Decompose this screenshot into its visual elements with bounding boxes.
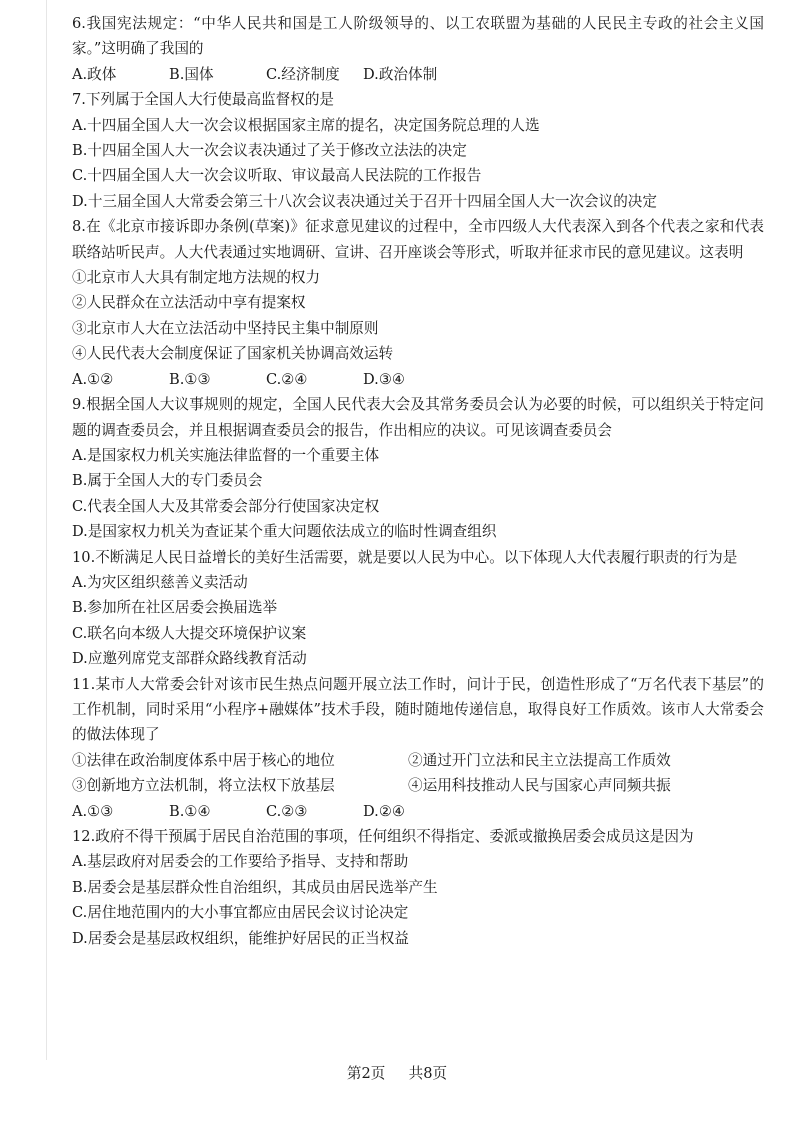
statements-row-2 bbox=[72, 773, 764, 798]
option-c: C.②③ bbox=[266, 802, 308, 820]
option-c: C.居住地范围内的大小事宜都应由居民会议讨论决定 bbox=[72, 904, 409, 922]
statement-1: ①北京市人大具有制定地方法规的权力 bbox=[72, 269, 321, 287]
option-a: A.是国家权力机关实施法律监督的一个重要主体 bbox=[72, 446, 380, 464]
statement-2: ②通过开门立法和民主立法提高工作质效 bbox=[408, 751, 671, 769]
question-stem: 9.根据全国人大议事规则的规定，全国人民代表大会及其常务委员会认为必要的时候，可以组织关于特定问题的调查委员会，并且根据调查委员会的报告，作出相应的决议。可见该调查委员会 bbox=[72, 396, 764, 439]
statement-2: ②人民群众在立法活动中享有提案权 bbox=[72, 294, 306, 312]
question-12 bbox=[72, 824, 764, 951]
statement-3: ③创新地方立法机制，将立法权下放基层 bbox=[72, 777, 335, 795]
option-a: A.为灾区组织慈善义卖活动 bbox=[72, 573, 248, 591]
options-row bbox=[72, 62, 764, 87]
statement-1: ①法律在政治制度体系中居于核心的地位 bbox=[72, 751, 335, 769]
question-stem: 11.某市人大常委会针对该市民生热点问题开展立法工作时，问计于民，创造性形成了“万名代表下基层”的工作机制，同时采用“小程序+融媒体”技术手段，随时随地传递信息，取得良好工作质效。该市人大常委会的做法体现了 bbox=[72, 675, 764, 744]
option-b: B.国体 bbox=[169, 65, 214, 83]
option-d: D.居委会是基层政权组织，能维护好居民的正当权益 bbox=[72, 929, 409, 947]
question-stem: 6.我国宪法规定：“中华人民共和国是工人阶级领导的、以工农联盟为基础的人民民主专政的社会主义国家。”这明确了我国的 bbox=[72, 15, 764, 58]
question-10 bbox=[72, 545, 764, 672]
option-d: D.③④ bbox=[363, 370, 405, 388]
option-b: B.①④ bbox=[169, 802, 211, 820]
option-d: D.②④ bbox=[363, 802, 405, 820]
option-b: B.①③ bbox=[169, 370, 211, 388]
option-b: B.十四届全国人大一次会议表决通过了关于修改立法法的决定 bbox=[72, 142, 467, 160]
option-c: C.代表全国人大及其常委会部分行使国家决定权 bbox=[72, 497, 380, 515]
exam-content bbox=[72, 11, 764, 951]
option-b: B.居委会是基层群众性自治组织，其成员由居民选举产生 bbox=[72, 878, 438, 896]
question-9 bbox=[72, 392, 764, 544]
option-a: A.基层政府对居委会的工作要给予指导、支持和帮助 bbox=[72, 853, 409, 871]
option-c: C.②④ bbox=[266, 370, 308, 388]
option-d: D.十三届全国人大常委会第三十八次会议表决通过关于召开十四届全国人大一次会议的决定 bbox=[72, 192, 657, 210]
statement-4: ④运用科技推动人民与国家心声同频共振 bbox=[408, 777, 671, 795]
option-b: B.参加所在社区居委会换届选举 bbox=[72, 599, 278, 617]
option-b: B.属于全国人大的专门委员会 bbox=[72, 472, 263, 490]
question-stem: 12.政府不得干预属于居民自治范围的事项，任何组织不得指定、委派或撤换居委会成员这是因为 bbox=[72, 828, 694, 845]
option-a: A.①③ bbox=[72, 802, 114, 820]
question-8 bbox=[72, 214, 764, 392]
option-a: A.十四届全国人大一次会议根据国家主席的提名，决定国务院总理的人选 bbox=[72, 116, 540, 134]
question-stem: 10.不断满足人民日益增长的美好生活需要，就是要以人民为中心。以下体现人大代表履行职责的行为是 bbox=[72, 548, 738, 566]
statements-row-1 bbox=[72, 748, 764, 773]
option-d: D.是国家权力机关为查证某个重大问题依法成立的临时性调查组织 bbox=[72, 523, 497, 541]
question-11 bbox=[72, 672, 764, 824]
question-7 bbox=[72, 87, 764, 214]
page-number: 第2页 bbox=[346, 1065, 386, 1082]
option-c: C.十四届全国人大一次会议听取、审议最高人民法院的工作报告 bbox=[72, 167, 482, 185]
page-footer bbox=[0, 1062, 794, 1083]
options-row bbox=[72, 799, 764, 824]
statement-3: ③北京市人大在立法活动中坚持民主集中制原则 bbox=[72, 319, 379, 337]
statement-4: ④人民代表大会制度保证了国家机关协调高效运转 bbox=[72, 345, 394, 363]
page-margin-line bbox=[46, 0, 47, 1060]
page-total: 共8页 bbox=[408, 1065, 448, 1082]
option-d: D.政治体制 bbox=[363, 65, 438, 83]
option-d: D.应邀列席党支部群众路线教育活动 bbox=[72, 650, 307, 668]
option-c: C.经济制度 bbox=[266, 65, 340, 83]
question-stem: 8.在《北京市接诉即办条例(草案)》征求意见建议的过程中，全市四级人大代表深入到各个代表之家和代表联络站听民声。人大代表通过实地调研、宣讲、召开座谈会等形式，听取并征求市民的意见建议。这表明 bbox=[72, 218, 764, 261]
option-a: A.①② bbox=[72, 370, 114, 388]
question-6 bbox=[72, 11, 764, 87]
option-c: C.联名向本级人大提交环境保护议案 bbox=[72, 624, 307, 642]
options-row bbox=[72, 367, 764, 392]
option-a: A.政体 bbox=[72, 65, 117, 83]
question-stem: 7.下列属于全国人大行使最高监督权的是 bbox=[72, 91, 335, 109]
